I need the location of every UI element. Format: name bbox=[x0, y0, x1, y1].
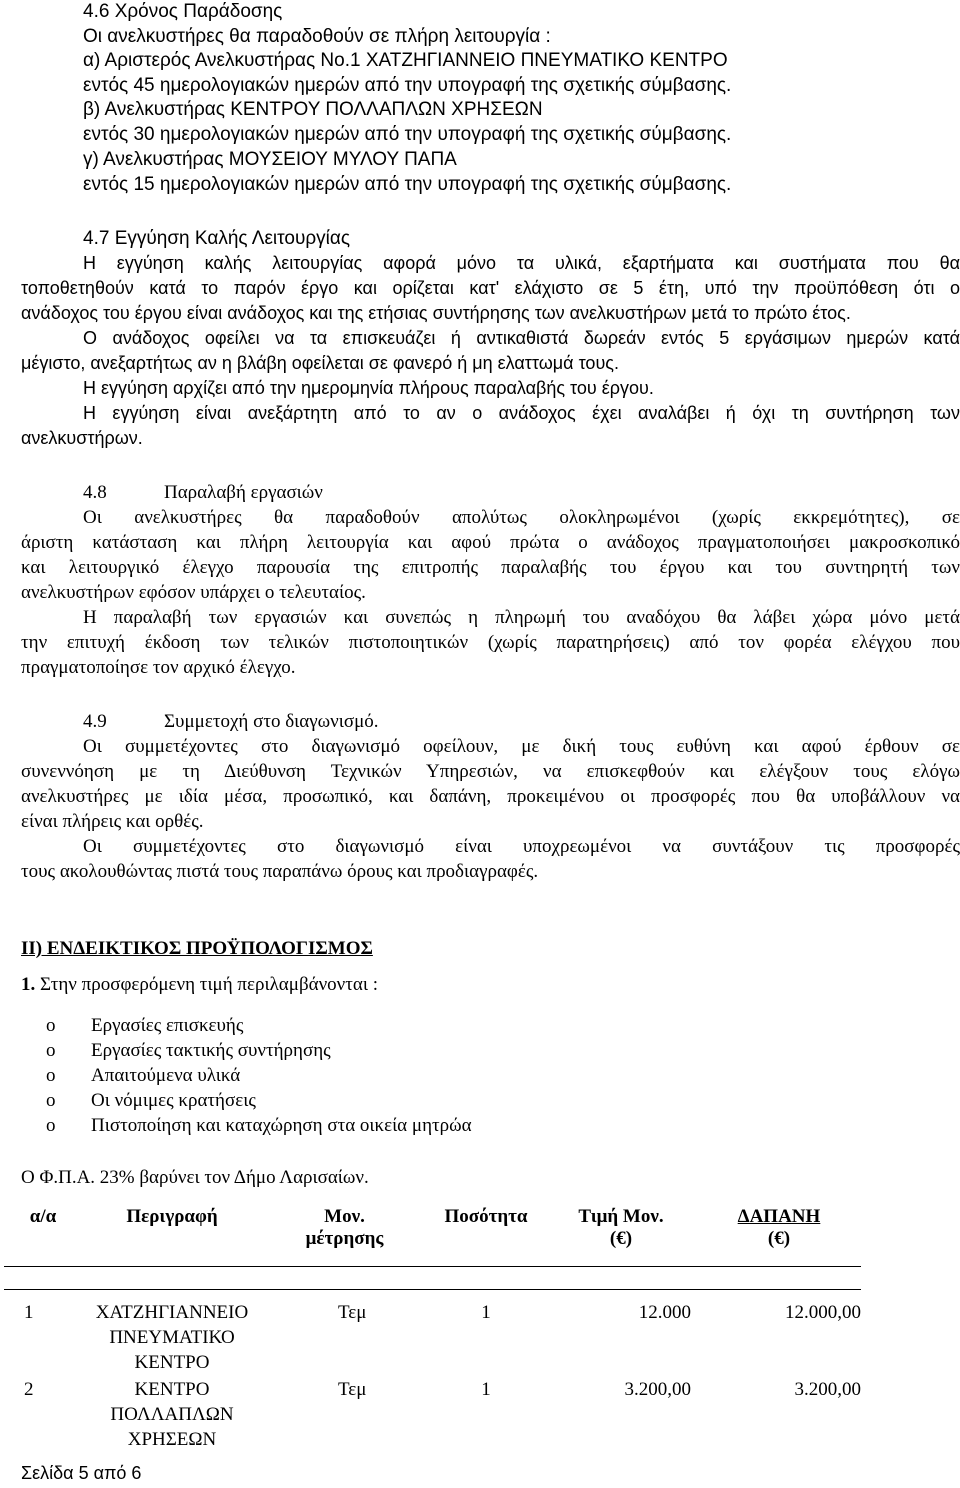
budget-heading: ΙΙ) ΕΝΔΕΙΚΤΙΚΟΣ ΠΡΟΫΠΟΛΟΓΙΣΜΟΣ bbox=[21, 938, 373, 959]
warranty-p1-line3: ανάδοχος του έργου είναι ανάδοχος και της ετήσιας συντήρησης των ανελκυστήρων μετά το πρώτο έτος. bbox=[21, 303, 851, 323]
cell-description-line2: ΠΟΛΛΑΠΛΩΝ bbox=[110, 1404, 234, 1425]
cell-cost: 3.200,00 bbox=[794, 1379, 861, 1400]
table-header-row bbox=[4, 1200, 861, 1267]
warranty-p1-line2: τοποθετηθούν κατά το παρόν έργο και ορίζεται κατ' ελάχιστο σε 5 έτη, υπό την προϋπόθεση ότι ο bbox=[21, 278, 960, 298]
cell-unit: Τεμ bbox=[338, 1379, 367, 1400]
table-row bbox=[4, 1375, 861, 1452]
table-header-separator bbox=[4, 1267, 861, 1290]
included-item-number-label: 1. bbox=[21, 974, 36, 995]
cell-price: 12.000 bbox=[638, 1302, 691, 1323]
header-unit-line1: Μον. bbox=[324, 1206, 365, 1227]
included-item-text: Στην προσφερόμενη τιμή περιλαμβάνονται : bbox=[40, 974, 378, 995]
list-item-text: Πιστοποίηση και καταχώρηση στα οικεία μητρώα bbox=[91, 1115, 472, 1136]
acceptance-p2-line1: Η παραλαβή των εργασιών και συνεπώς η πληρωμή του αναδόχου θα λάβει χώρα μόνο μετά bbox=[83, 607, 960, 628]
participation-p1-line4: είναι πλήρεις και ορθές. bbox=[21, 811, 204, 832]
header-price-line1: Τιμή Μον. bbox=[578, 1206, 664, 1227]
header-cost bbox=[697, 1200, 861, 1267]
header-cost-line2: (€) bbox=[767, 1228, 791, 1249]
header-description bbox=[82, 1200, 262, 1267]
bullet-icon: o bbox=[46, 1090, 56, 1111]
warranty-p4-line1: Η εγγύηση είναι ανεξάρτητη από το αν ο ανάδοχος έχει αναλάβει ή όχι τη συντήρηση των bbox=[83, 403, 960, 423]
warranty-p1-line1: Η εγγύηση καλής λειτουργίας αφορά μόνο τα υλικά, εξαρτήματα και συστήματα που θα bbox=[83, 253, 960, 273]
warranty-p2-line2: μέγιστο, ανεξαρτήτως αν η βλάβη οφείλεται σε φανερό ή μη ελαττωμά τους. bbox=[21, 353, 619, 373]
header-unit bbox=[262, 1200, 427, 1267]
cell-description-line1: ΧΑΤΖΗΓΙΑΝΝΕΙΟ bbox=[95, 1302, 249, 1323]
participation-p2-line2: τους ακολουθώντας πιστά τους παραπάνω όρους και προδιαγραφές. bbox=[21, 861, 539, 882]
section-4-8-title: Παραλαβή εργασιών bbox=[164, 482, 323, 503]
cell-index: 2 bbox=[24, 1379, 34, 1400]
participation-p2-line1: Οι συμμετέχοντες στο διαγωνισμό είναι υποχρεωμένοι να συντάξουν τις προσφορές bbox=[83, 836, 960, 857]
header-unit-line2: μέτρησης bbox=[305, 1228, 384, 1249]
list-item-text: Οι νόμιμες κρατήσεις bbox=[91, 1090, 256, 1111]
warranty-p2-line1: Ο ανάδοχος οφείλει να τα επισκευάζει ή αντικαθιστά δωρεάν εντός 5 εργάσιμων ημερών κατά bbox=[83, 328, 960, 348]
warranty-p3: Η εγγύηση αρχίζει από την ημερομηνία πλήρους παραλαβής του έργου. bbox=[83, 378, 654, 398]
item-a-title: α) Αριστερός Ανελκυστήρας Νο.1 ΧΑΤΖΗΓΙΑΝΝΕΙΟ ΠΝΕΥΜΑΤΙΚΟ ΚΕΝΤΡΟ bbox=[83, 50, 728, 71]
item-a-term: εντός 45 ημερολογιακών ημερών από την υπογραφή της σχετικής σύμβασης. bbox=[83, 75, 732, 96]
cell-quantity: 1 bbox=[481, 1302, 491, 1323]
section-4-6-intro: Οι ανελκυστήρες θα παραδοθούν σε πλήρη λειτουργία : bbox=[83, 26, 551, 47]
section-4-7-heading: 4.7 Εγγύηση Καλής Λειτουργίας bbox=[83, 228, 351, 249]
included-item-number bbox=[21, 975, 378, 994]
item-b-title: β) Ανελκυστήρας ΚΕΝΤΡΟΥ ΠΟΛΛΑΠΛΩΝ ΧΡΗΣΕΩΝ bbox=[83, 99, 543, 120]
cell-description-line3: ΚΕΝΤΡΟ bbox=[134, 1352, 210, 1373]
header-cost-line1: ΔΑΠΑΝΗ bbox=[737, 1206, 821, 1227]
section-4-9-title: Συμμετοχή στο διαγωνισμό. bbox=[164, 711, 379, 732]
bullet-icon: o bbox=[46, 1015, 56, 1036]
cell-index: 1 bbox=[24, 1302, 34, 1323]
item-c-title: γ) Ανελκυστήρας ΜΟΥΣΕΙΟΥ ΜΥΛΟΥ ΠΑΠΑ bbox=[83, 149, 457, 170]
list-item-text: Απαιτούμενα υλικά bbox=[91, 1065, 241, 1086]
cell-description-line3: ΧΡΗΣΕΩΝ bbox=[127, 1429, 217, 1450]
page-footer: Σελίδα 5 από 6 bbox=[21, 1463, 142, 1483]
participation-p1-line1: Οι συμμετέχοντες στο διαγωνισμό οφείλουν, με δική τους ευθύνη και αφού έρθουν σε bbox=[83, 736, 960, 757]
header-index bbox=[4, 1200, 82, 1267]
table-row bbox=[4, 1290, 861, 1376]
budget-table bbox=[4, 1200, 861, 1452]
participation-p1-line3: ανελκυστήρες με ιδία μέσα, προσωπικό, και δαπάνη, προκειμένου οι προσφορές που θα υποβάλλουν να bbox=[21, 786, 960, 807]
list-item-text: Εργασίες τακτικής συντήρησης bbox=[91, 1040, 331, 1061]
acceptance-p2-line3: πραγματοποίησε τον αρχικό έλεγχο. bbox=[21, 657, 296, 678]
cell-description-line2: ΠΝΕΥΜΑΤΙΚΟ bbox=[109, 1327, 235, 1348]
list-item-text: Εργασίες επισκευής bbox=[91, 1015, 244, 1036]
section-4-6-heading: 4.6 Χρόνος Παράδοσης bbox=[83, 1, 283, 22]
acceptance-p2-line2: την επιτυχή έκδοση των τελικών πιστοποιητικών (χωρίς παρατηρήσεις) από τον φορέα ελέγχου που bbox=[21, 632, 960, 653]
bullet-icon: o bbox=[46, 1065, 56, 1086]
participation-p1-line2: συνεννόηση με τη Διεύθυνση Τεχνικών Υπηρεσιών, να επισκεφθούν και ελέγξουν τους ελόγω bbox=[21, 761, 960, 782]
cell-description bbox=[82, 1375, 262, 1452]
vat-note: Ο Φ.Π.Α. 23% βαρύνει τον Δήμο Λαρισαίων. bbox=[21, 1167, 369, 1188]
cell-description-line1: ΚΕΝΤΡΟ bbox=[134, 1379, 210, 1400]
cell-cost: 12.000,00 bbox=[785, 1302, 861, 1323]
header-quantity-label: Ποσότητα bbox=[444, 1206, 528, 1227]
warranty-p4-line2: ανελκυστήρων. bbox=[21, 428, 143, 448]
header-index-label: α/α bbox=[29, 1206, 57, 1227]
section-4-8-number: 4.8 bbox=[83, 482, 107, 503]
item-b-term: εντός 30 ημερολογιακών ημερών από την υπογραφή της σχετικής σύμβασης. bbox=[83, 124, 732, 145]
acceptance-p1-line3: και λειτουργικό έλεγχο παρουσία της επιτροπής παραλαβής του έργου και του συντηρητή των bbox=[21, 557, 960, 578]
cell-price: 3.200,00 bbox=[624, 1379, 691, 1400]
header-description-label: Περιγραφή bbox=[126, 1206, 218, 1227]
cell-unit: Τεμ bbox=[338, 1302, 367, 1323]
header-price bbox=[545, 1200, 697, 1267]
item-c-term: εντός 15 ημερολογιακών ημερών από την υπογραφή της σχετικής σύμβασης. bbox=[83, 174, 732, 195]
header-price-line2: (€) bbox=[609, 1228, 633, 1249]
acceptance-p1-line2: άριστη κατάσταση και πλήρη λειτουργία και αφού πρώτα ο ανάδοχος πραγματοποιήσει μακροσκοπικό bbox=[21, 532, 960, 553]
header-quantity bbox=[427, 1200, 545, 1267]
cell-description bbox=[82, 1290, 262, 1376]
bullet-icon: o bbox=[46, 1040, 56, 1061]
bullet-icon: o bbox=[46, 1115, 56, 1136]
acceptance-p1-line4: ανελκυστήρων εφόσον υπάρχει ο τελευταίος. bbox=[21, 582, 366, 603]
section-4-9-number: 4.9 bbox=[83, 711, 107, 732]
cell-quantity: 1 bbox=[481, 1379, 491, 1400]
acceptance-p1-line1: Οι ανελκυστήρες θα παραδοθούν απολύτως ολοκληρωμένοι (χωρίς εκκρεμότητες), σε bbox=[83, 507, 960, 528]
